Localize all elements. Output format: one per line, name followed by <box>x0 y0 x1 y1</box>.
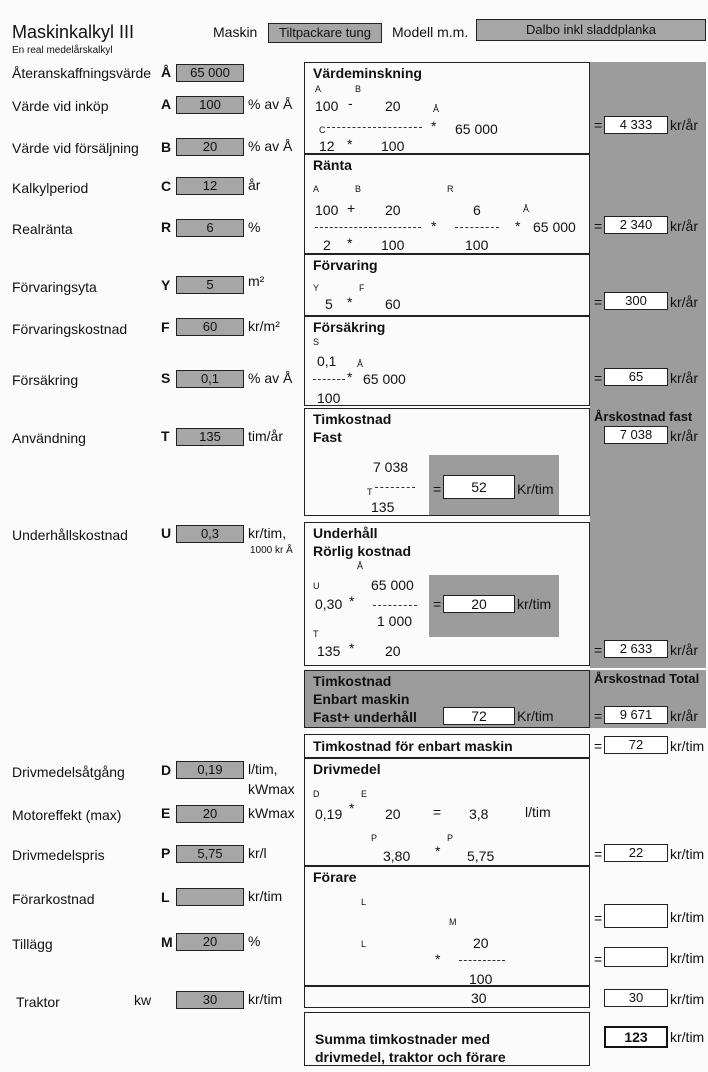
val-den: 100 <box>317 390 341 406</box>
eq-sign: = <box>594 846 603 862</box>
sym-aa: Å <box>433 104 440 114</box>
total-line-2: Enbart maskin <box>313 691 410 707</box>
val-e: 20 <box>385 806 401 822</box>
val-v: 20 <box>385 643 401 659</box>
panel-subtitle: Rörlig kostnad <box>313 543 412 559</box>
summa-line-1: Summa timkostnader med <box>315 1031 491 1047</box>
mult-sign: * <box>431 118 437 134</box>
val-den: 1 000 <box>377 613 413 629</box>
sym-y: Y <box>313 283 320 293</box>
plus-sign: + <box>347 200 356 216</box>
unit: m² <box>248 273 265 289</box>
forsakring-result[interactable]: 65 <box>604 368 668 386</box>
minus-sign: - <box>348 95 353 111</box>
aterans-input[interactable]: 65 000 <box>176 64 244 82</box>
fraction-line-2 <box>455 227 499 228</box>
val-den2: 100 <box>465 237 489 253</box>
label: Kalkylperiod <box>12 180 89 196</box>
panel-title: Förare <box>313 869 357 885</box>
eq-inner: = <box>433 804 442 820</box>
unit: kWmax <box>248 805 295 821</box>
unit: % av Å <box>248 370 293 386</box>
underhall-ars[interactable]: 2 633 <box>604 640 668 658</box>
label: Traktor <box>16 994 60 1010</box>
sym-l1: L <box>361 897 367 907</box>
unit: kr/tim <box>670 738 705 754</box>
unit: kr/år <box>670 218 698 234</box>
sym-p1: P <box>371 833 378 843</box>
unit: kr/tim <box>670 909 705 925</box>
label: Förvaringskostnad <box>12 321 128 337</box>
code: kw <box>134 992 152 1008</box>
label: Underhållskostnad <box>12 527 128 543</box>
unit: kr/år <box>670 370 698 386</box>
val-den: 100 <box>469 971 493 987</box>
val-aa: 65 000 <box>455 121 498 137</box>
forarkostnad-input[interactable] <box>176 888 244 906</box>
eq-sign: = <box>594 218 603 234</box>
tillagg-input[interactable]: 20 <box>176 933 244 951</box>
val-a: 100 <box>315 202 339 218</box>
label: Drivmedelsåtgång <box>12 764 125 780</box>
label: Användning <box>12 430 86 446</box>
sym-aa: Å <box>357 561 364 571</box>
unit: kr/tim <box>670 991 705 1007</box>
kalkylperiod-input[interactable]: 12 <box>176 177 244 195</box>
val-num: 7 038 <box>373 459 409 475</box>
val-two: 2 <box>323 237 331 253</box>
eq-sign: = <box>433 596 442 612</box>
val-aa: 65 000 <box>371 577 414 593</box>
mult-sign: * <box>349 800 355 816</box>
unit: tim/år <box>248 428 283 444</box>
traktor-value: 30 <box>471 990 487 1006</box>
maskin-label: Maskin <box>213 24 258 40</box>
panel-drivmedel <box>304 758 590 866</box>
drivmedelspris-input[interactable]: 5,75 <box>176 845 244 863</box>
unit: kr/tim, <box>248 525 287 541</box>
val-m: 20 <box>473 935 489 951</box>
fraction-line <box>375 487 415 488</box>
sym-d: D <box>313 789 320 799</box>
code: E <box>161 805 171 821</box>
panel-title: Förvaring <box>313 257 378 273</box>
unit: kr/år <box>670 428 698 444</box>
panel-title: Timkostnad <box>313 411 392 427</box>
unit: kr/m² <box>248 318 280 334</box>
panel-title: Drivmedel <box>313 761 381 777</box>
sym-aa: Å <box>523 204 530 214</box>
timkostnad-total[interactable]: 72 <box>443 707 515 725</box>
mult-sign-3: * <box>347 235 353 251</box>
unit: kr/tim <box>670 1029 705 1045</box>
val-den: 100 <box>381 138 405 154</box>
sym-b: B <box>355 184 362 194</box>
val-a: 100 <box>315 98 339 114</box>
mult-sign-2: * <box>347 136 353 152</box>
unit: kr/år <box>670 294 698 310</box>
unit: kr/tim <box>248 991 283 1007</box>
panel-summa <box>304 1012 590 1066</box>
unit: l/tim <box>525 804 551 820</box>
sym-m: M <box>449 917 457 927</box>
panel-title: Värdeminskning <box>313 65 422 81</box>
val-r: 6 <box>473 202 481 218</box>
mult-sign-2: * <box>435 843 441 859</box>
sym-l2: L <box>361 939 367 949</box>
modell-field[interactable]: Dalbo inkl sladdplanka <box>476 19 706 41</box>
panel-enbart-maskin <box>304 734 590 758</box>
val-prod: 3,8 <box>469 806 489 822</box>
fraction-line-1 <box>315 227 421 228</box>
unit: kr/år <box>670 117 698 133</box>
mult-sign: * <box>435 951 441 967</box>
panel-subtitle: Fast <box>313 429 342 445</box>
page-subtitle: En real medelårskalkyl <box>12 45 113 56</box>
ranta-result[interactable]: 2 340 <box>604 216 668 234</box>
label: Värde vid försäljning <box>12 140 139 156</box>
unit: kr/l <box>248 845 267 861</box>
summa-value[interactable]: 123 <box>604 1026 668 1048</box>
val-aa: 65 000 <box>363 371 406 387</box>
eq-sign: = <box>594 951 603 967</box>
mult-sign-2: * <box>515 218 521 234</box>
val-d: 0,19 <box>315 806 343 822</box>
label: Återanskaffningsvärde <box>12 65 152 81</box>
motoreffekt-input[interactable]: 20 <box>176 805 244 823</box>
sym-t: T <box>367 487 373 497</box>
val-den1: 100 <box>381 237 405 253</box>
fraction-line <box>327 127 422 128</box>
enbart-label: Timkostnad för enbart maskin <box>313 738 513 754</box>
sym-a: A <box>315 84 322 94</box>
sym-f: F <box>359 283 365 293</box>
label: Tillägg <box>12 936 53 952</box>
eq-sign: = <box>594 738 603 754</box>
panel-traktor <box>304 986 590 1008</box>
panel-title: Underhåll <box>313 525 378 541</box>
realranta-input[interactable]: 6 <box>176 219 244 237</box>
eq-sign: = <box>594 910 603 926</box>
label: Realränta <box>12 221 73 237</box>
val-den: 135 <box>371 499 395 515</box>
unit: Kr/tim <box>517 481 554 497</box>
unit: kr/tim <box>670 846 705 862</box>
panel-timkostnad-total <box>304 670 590 728</box>
page-title: Maskinkalkyl III <box>12 22 135 42</box>
unit: l/tim, <box>248 761 278 777</box>
vardeminskning-result[interactable]: 4 333 <box>604 116 668 134</box>
val-b: 20 <box>385 202 401 218</box>
sym-a: A <box>313 184 320 194</box>
traktor-result[interactable]: 30 <box>604 989 668 1007</box>
code: F <box>161 319 170 335</box>
unit-2: 1000 kr Å <box>250 545 293 556</box>
mult-sign-2: * <box>349 640 355 656</box>
inkop-input[interactable]: 100 <box>176 96 244 114</box>
code: B <box>161 139 172 155</box>
label: Motoreffekt (max) <box>12 807 122 823</box>
code: A <box>161 96 172 112</box>
fraction-line <box>313 379 345 380</box>
result-column-shade <box>590 62 706 668</box>
maskin-field[interactable]: Tiltpackare tung <box>268 23 382 43</box>
forsakring-input[interactable]: 0,1 <box>176 370 244 388</box>
underhall-input[interactable]: 0,3 <box>176 525 244 543</box>
panel-forvaring <box>304 254 590 316</box>
code: S <box>161 370 171 386</box>
val-y: 5 <box>325 296 333 312</box>
panel-timkostnad-fast <box>304 408 590 516</box>
eq-sign: = <box>594 370 603 386</box>
sym-t: T <box>313 629 319 639</box>
enbart-value[interactable]: 72 <box>604 736 668 754</box>
unit: % av Å <box>248 96 293 112</box>
code: Å <box>161 64 172 80</box>
val-b: 20 <box>385 98 401 114</box>
sym-s: S <box>313 337 320 347</box>
forare-result-1[interactable] <box>604 904 668 928</box>
forare-result-2[interactable] <box>604 947 668 967</box>
val-s: 0,1 <box>317 353 337 369</box>
code: M <box>161 934 173 950</box>
code: P <box>161 845 171 861</box>
panel-title: Försäkring <box>313 319 386 335</box>
forvaringskostnad-input[interactable]: 60 <box>176 318 244 336</box>
mult-sign: * <box>349 593 355 609</box>
val-u: 0,30 <box>315 596 343 612</box>
unit: kr/år <box>670 642 698 658</box>
unit-2: kWmax <box>248 781 295 797</box>
panel-ranta <box>304 154 590 254</box>
panel-underhall <box>304 522 590 666</box>
eq-sign: = <box>433 481 442 497</box>
code: R <box>161 219 172 235</box>
total-line-3: Fast+ underhåll <box>313 709 417 725</box>
code: C <box>161 178 172 194</box>
fraction-line <box>459 960 505 961</box>
mult-sign: * <box>431 218 437 234</box>
arskostnad-fast-label: Årskostnad fast <box>594 409 693 424</box>
traktor-input[interactable]: 30 <box>176 991 244 1009</box>
unit: kr/tim <box>670 950 705 966</box>
sym-b: B <box>355 84 362 94</box>
modell-label: Modell m.m. <box>392 24 469 40</box>
label: Värde vid inköp <box>12 98 109 114</box>
eq-sign: = <box>594 708 603 724</box>
arskostnad-fast[interactable]: 7 038 <box>604 426 668 444</box>
drivmedel-result[interactable]: 22 <box>604 844 668 862</box>
unit: år <box>248 177 261 193</box>
label: Drivmedelspris <box>12 847 105 863</box>
sym-e: E <box>361 789 368 799</box>
sym-u: U <box>313 581 320 591</box>
unit: Kr/tim <box>517 708 554 724</box>
val-p2: 5,75 <box>467 848 495 864</box>
arskostnad-total-label: Årskostnad Total <box>594 671 700 686</box>
eq-sign: = <box>594 117 603 133</box>
label: Förvaringsyta <box>12 279 97 295</box>
code: L <box>161 889 170 905</box>
val-f: 60 <box>385 296 401 312</box>
code: T <box>161 428 170 444</box>
panel-forare <box>304 866 590 986</box>
total-line-1: Timkostnad <box>313 673 392 689</box>
arskostnad-total[interactable]: 9 671 <box>604 706 668 724</box>
unit: % <box>248 933 261 949</box>
label: Försäkring <box>12 372 79 388</box>
code: D <box>161 762 172 778</box>
forsaljning-input[interactable]: 20 <box>176 138 244 156</box>
timfast-result[interactable]: 52 <box>443 475 515 499</box>
unit: kr/tim <box>248 888 283 904</box>
underhall-result[interactable]: 20 <box>443 595 515 613</box>
summa-line-2: drivmedel, traktor och förare <box>315 1049 506 1065</box>
fraction-line <box>373 605 417 606</box>
unit: % av Å <box>248 138 293 154</box>
sym-aa: Å <box>357 359 364 369</box>
mult-sign: * <box>347 294 353 310</box>
unit: % <box>248 219 261 235</box>
unit: kr/år <box>670 708 698 724</box>
mult-sign: * <box>347 369 353 385</box>
sym-r: R <box>447 184 454 194</box>
sym-p2: P <box>447 833 454 843</box>
code: Y <box>161 277 171 293</box>
label: Förarkostnad <box>12 891 95 907</box>
val-t: 135 <box>317 643 341 659</box>
panel-vardeminskning <box>304 62 590 154</box>
forvaringsyta-input[interactable]: 5 <box>176 276 244 294</box>
val-c: 12 <box>319 138 335 154</box>
unit: kr/tim <box>517 596 552 612</box>
anvandning-input[interactable]: 135 <box>176 428 244 446</box>
eq-sign: = <box>594 642 603 658</box>
eq-sign: = <box>594 294 603 310</box>
forvaring-result[interactable]: 300 <box>604 292 668 310</box>
panel-title: Ränta <box>313 157 352 173</box>
val-p1: 3,80 <box>383 848 411 864</box>
code: U <box>161 525 172 541</box>
drivmedelsatgang-input[interactable]: 0,19 <box>176 761 244 779</box>
sym-c: C <box>319 125 326 135</box>
panel-forsakring <box>304 316 590 406</box>
val-aa: 65 000 <box>533 219 576 235</box>
